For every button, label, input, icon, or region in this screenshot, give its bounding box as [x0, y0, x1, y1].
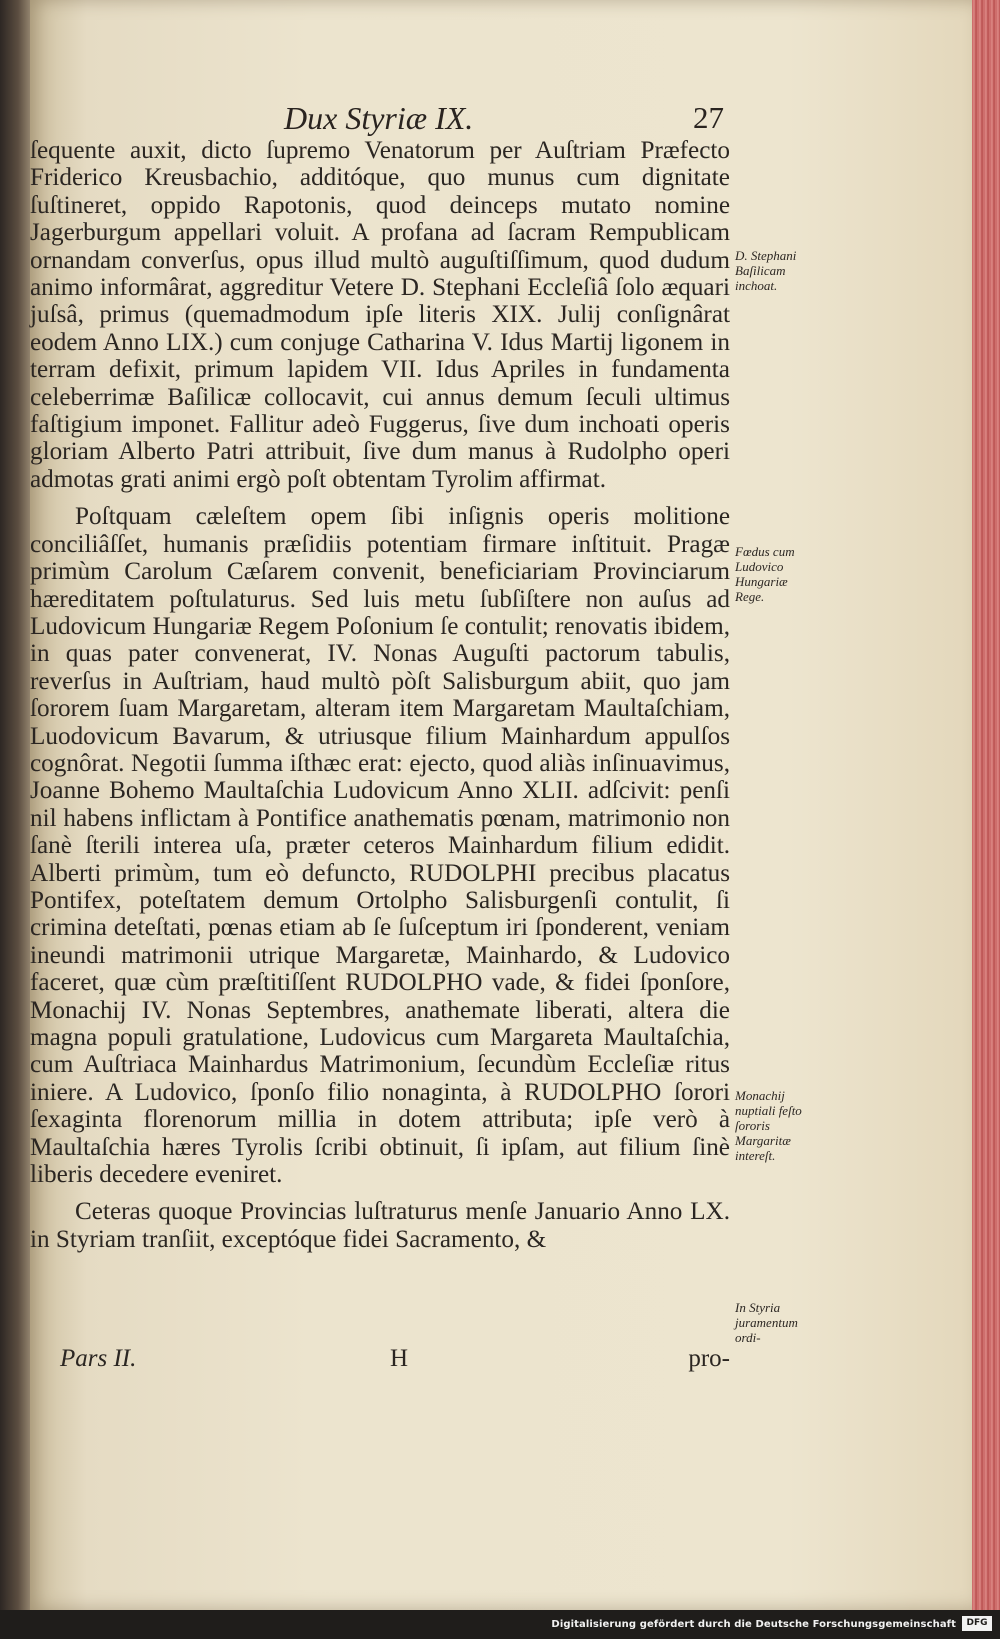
running-head: Dux Styriæ IX. [284, 100, 474, 136]
paragraph-3: Ceteras quoque Provincias luſtraturus menſe Januario Anno LX. in Styriam tranſiit, exceptóque fidei Sacramento, & [30, 1198, 730, 1253]
catchword: pro- [688, 1345, 730, 1372]
dfg-logo: DFG [962, 1616, 992, 1631]
margin-note-nuptiae: Monachij nuptiali feſto ſororis Margaritæ intereſt. [735, 1088, 802, 1163]
digitization-note: Digitalisierung gefördert durch die Deutsche Forschungsgemeinschaft [551, 1619, 956, 1630]
page-number: 27 [693, 100, 724, 135]
red-fore-edge [972, 0, 1000, 1615]
page-header [30, 100, 730, 140]
page-footer [30, 1345, 730, 1385]
margin-note-basilica: D. Stephani Baſilicam inchoat. [735, 248, 797, 293]
paragraph-1: ſequente auxit, dicto ſupremo Venatorum per Auſtriam Præfecto Friderico Kreusbachio, additóque, quo munus cum dignitate ſuſtineret, oppido Rapotonis, quod deinceps mutato nomine Jagerburgum appellari voluit. A profana ad ſacram Rempublicam ornandam converſus, opus illud multò auguſtiſſimum, quod dudum animo informârat, aggreditur Vetere D. Stephani Eccleſiâ ſolo æquari juſsâ, primus (quemadmodum ipſe literis XIX. Julij conſignârat eodem Anno LIX.) cum conjuge Catharina V. Idus Martij ligonem in terram defixit, primum lapidem VII. Idus Apriles in fundamenta celeberrimæ Baſilicæ collocavit, cui annus demum ſeculi ultimus faſtigium imponet. Fallitur adeò Fuggerus, ſive dum inchoati operis gloriam Alberto Patri attribuit, ſive dum manus à Rudolpho operi admotas grati animi ergò poſt obtentam Tyrolim affirmat. [30, 137, 730, 493]
signature-letter: H [390, 1345, 409, 1372]
paragraph-2: Poſtquam cæleſtem opem ſibi inſignis operis molitione conciliâſſet, humanis præſidiis potentiam firmare inſtituit. Pragæ primùm Carolum Cæſarem convenit, beneficiariam Provinciarum hæreditatem poſtulaturus. Sed luis metu ſubſiſtere non auſus ad Ludovicum Hungariæ Regem Poſonium ſe contulit; renovatis ibidem, in quas pater convenerat, IV. Nonas Auguſti pactorum tabulis, reverſus in Auſtriam, haud multò pòſt Salisburgum abiit, quo jam ſororem ſuam Margaretam, alteram item Margaretam Maultaſchiam, Luodovicum Bavarum, & utriusque filium Mainhardum appulſos cognôrat. Negotii ſumma iſthæc erat: ejecto, quod aliàs inſinuavimus, Joanne Bohemo Maultaſchia Ludovicum Anno XLII. adſcivit: penſi nil habens inflictam à Pontifice anathematis pœnam, matrimonio non ſanè ſterili interea uſa, præter ceteros Mainhardum filium edidit. Alberti primùm, tum eò defuncto, RUDOLPHI precibus placatus Pontifex, poteſtatem demum Ortolpho Salisburgenſi contulit, ſi crimina deteſtati, pœnas etiam ab ſe ſuſceptum iri ſponderent, veniam ineundi matrimonii utrique Margaretæ, Mainhardo, & Ludovico faceret, quæ cùm præſtitiſſent RUDOLPHO vade, & fidei ſponſore, Monachij IV. Nonas Septembres, anathemate liberati, altera die magna populi gratulatione, Ludovicus cum Margareta Maultaſchia, cum Auſtriaca Mainhardus Matrimonium, ſecundùm Eccleſiæ ritus iniere. A Ludovico, ſponſo filio nonaginta, à RUDOLPHO ſorori ſexaginta florenorum millia in dotem attributa; ipſe verò à Maultaſchia hæres Tyrolis ſcribi obtinuit, ſi ipſam, aut filium ſinè liberis decedere eveniret. [30, 503, 730, 1189]
main-text [30, 137, 730, 1253]
margin-note-styria: In Styria juramentum ordi- [735, 1300, 798, 1345]
margin-note-foedus: Fœdus cum Ludovico Hungariæ Rege. [735, 544, 795, 604]
signature-mark: Pars II. [60, 1345, 137, 1372]
